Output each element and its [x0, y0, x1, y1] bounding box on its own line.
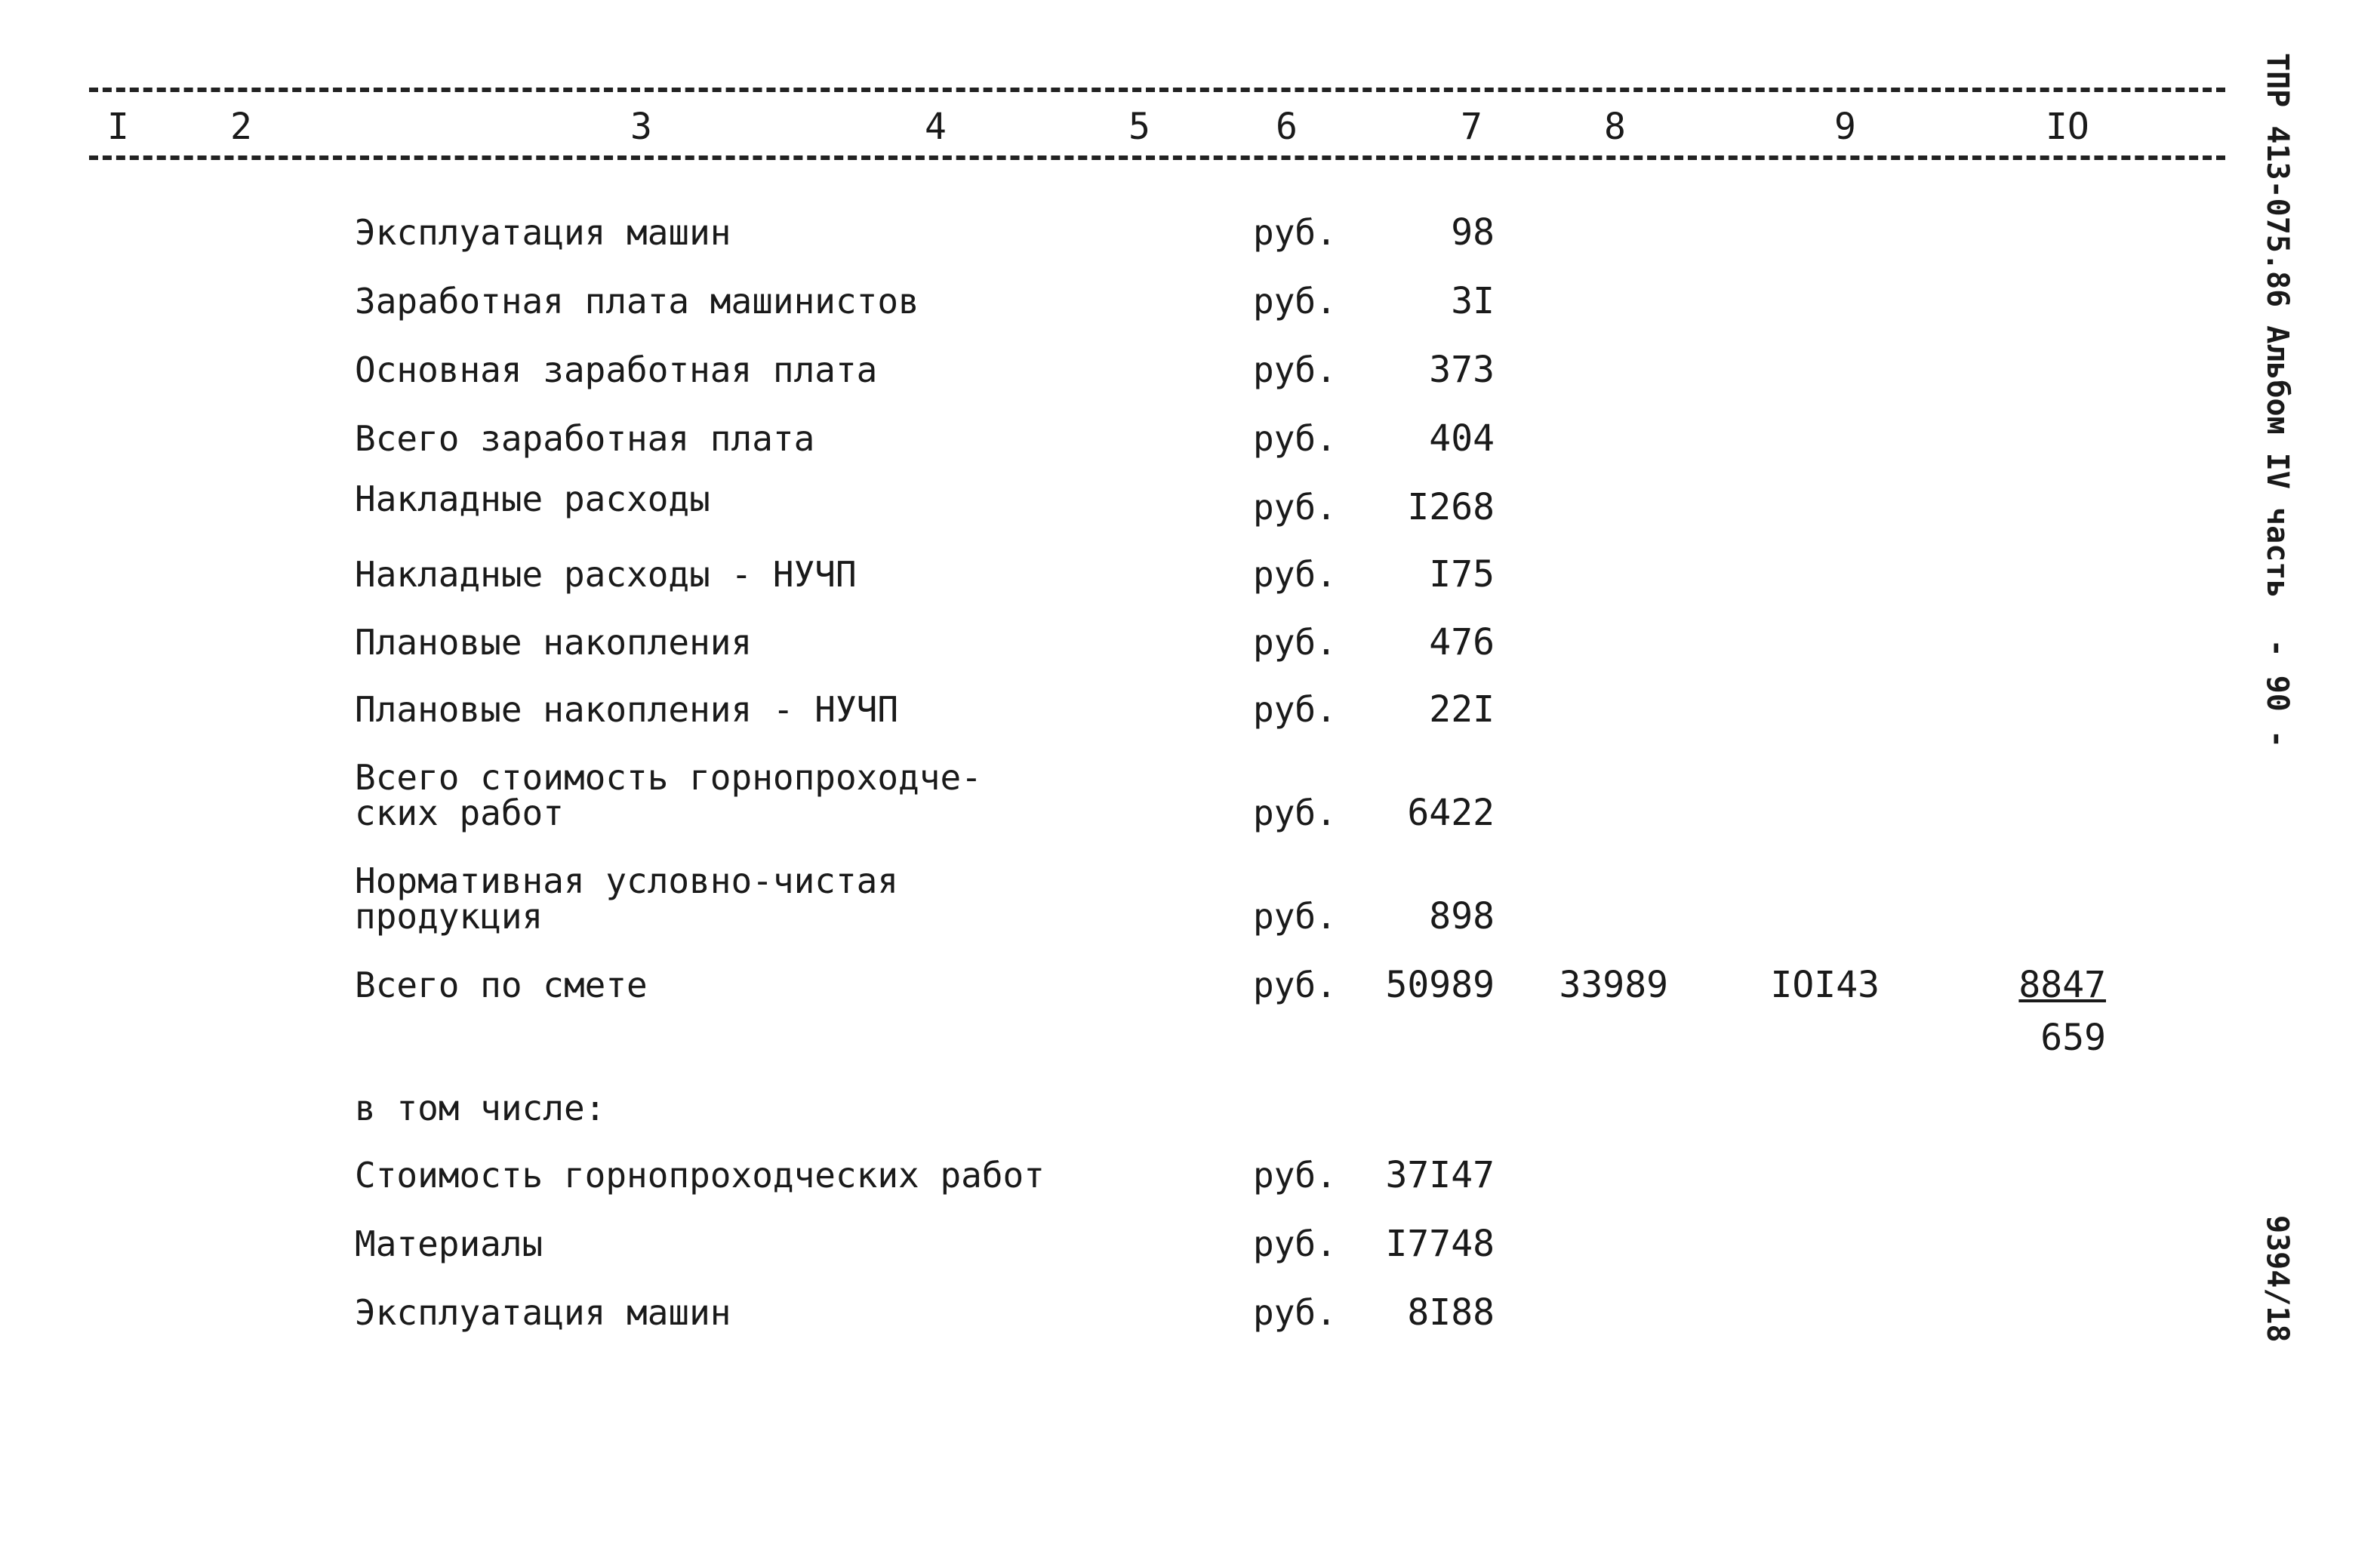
- column-number-5: 5: [1128, 106, 1150, 148]
- row-unit: руб.: [1253, 622, 1337, 663]
- row-label-continuation: продукция: [355, 896, 543, 937]
- row-unit: руб.: [1253, 1223, 1337, 1264]
- column-number-8: 8: [1604, 106, 1626, 148]
- column-number-4: 4: [925, 106, 947, 148]
- row-value-col7: 373: [1429, 349, 1495, 391]
- row-label: Стоимость горнопроходческих работ: [355, 1155, 1045, 1196]
- document-code-margin: [2260, 53, 2295, 748]
- row-value-col7: 50989: [1385, 964, 1495, 1006]
- column-number-3: 3: [630, 106, 652, 148]
- row-label: Всего заработная плата: [355, 418, 815, 459]
- row-value-col10-denominator: 659: [2040, 1017, 2106, 1059]
- row-value-col7: 6422: [1407, 792, 1495, 834]
- row-unit: руб.: [1253, 965, 1337, 1005]
- row-value-col7: 404: [1429, 417, 1495, 460]
- row-label: Всего стоимость горнопроходче-: [355, 757, 982, 798]
- row-label: Плановые накопления: [355, 622, 753, 663]
- row-value-col7: I75: [1429, 553, 1495, 596]
- row-unit: руб.: [1253, 212, 1337, 253]
- row-label: Эксплуатация машин: [355, 1292, 731, 1333]
- row-label: Нормативная условно-чистая: [355, 860, 899, 901]
- column-number-6: 6: [1276, 106, 1298, 148]
- row-value-col7: 3I: [1451, 280, 1495, 322]
- row-unit: руб.: [1253, 349, 1337, 390]
- row-value-col7: 22I: [1429, 688, 1495, 731]
- page-number: - 90 -: [2260, 639, 2295, 749]
- row-label: Эксплуатация машин: [355, 212, 731, 253]
- row-label: Основная заработная плата: [355, 349, 878, 390]
- row-value-col8: 33989: [1559, 964, 1668, 1006]
- row-unit: руб.: [1253, 793, 1337, 833]
- subheading: в том числе:: [355, 1088, 606, 1128]
- row-label: Плановые накопления - НУЧП: [355, 689, 899, 730]
- row-value-col9: IOI43: [1770, 964, 1880, 1006]
- column-number-9: 9: [1834, 106, 1856, 148]
- row-unit: руб.: [1253, 896, 1337, 937]
- row-unit: руб.: [1253, 418, 1337, 459]
- row-unit: руб.: [1253, 689, 1337, 730]
- row-label-continuation: ских работ: [355, 793, 564, 833]
- row-value-col7: 898: [1429, 895, 1495, 937]
- column-number-2: 2: [230, 106, 252, 148]
- row-label: Всего по смете: [355, 965, 648, 1005]
- row-value-col7: I268: [1407, 486, 1495, 528]
- row-unit: руб.: [1253, 281, 1337, 322]
- doc-number-margin: [2260, 1215, 2295, 1343]
- column-number-1: I: [107, 106, 129, 148]
- row-label: Заработная плата машинистов: [355, 281, 919, 322]
- row-value-col7: 476: [1429, 621, 1495, 663]
- row-value-col7: 37I47: [1385, 1154, 1495, 1196]
- column-number-7: 7: [1461, 106, 1482, 148]
- row-value-col7: 98: [1451, 211, 1495, 254]
- row-value-col7: I7748: [1385, 1223, 1495, 1265]
- header-bottom-rule: [89, 155, 2225, 160]
- row-value-col7: 8I88: [1407, 1291, 1495, 1334]
- row-label: Накладные расходы - НУЧП: [355, 554, 857, 595]
- header-top-rule: [89, 88, 2225, 92]
- row-unit: руб.: [1253, 554, 1337, 595]
- row-value-col10-numerator: 8847: [2018, 964, 2106, 1006]
- column-number-10: IO: [2046, 106, 2089, 148]
- document-code: ТПР 413-075.86 Альбом IV часть: [2260, 53, 2295, 599]
- row-label: Накладные расходы: [355, 479, 710, 519]
- row-unit: руб.: [1253, 487, 1337, 528]
- doc-number: 9394/18: [2260, 1215, 2295, 1343]
- row-unit: руб.: [1253, 1155, 1337, 1196]
- row-unit: руб.: [1253, 1292, 1337, 1333]
- row-label: Материалы: [355, 1223, 543, 1264]
